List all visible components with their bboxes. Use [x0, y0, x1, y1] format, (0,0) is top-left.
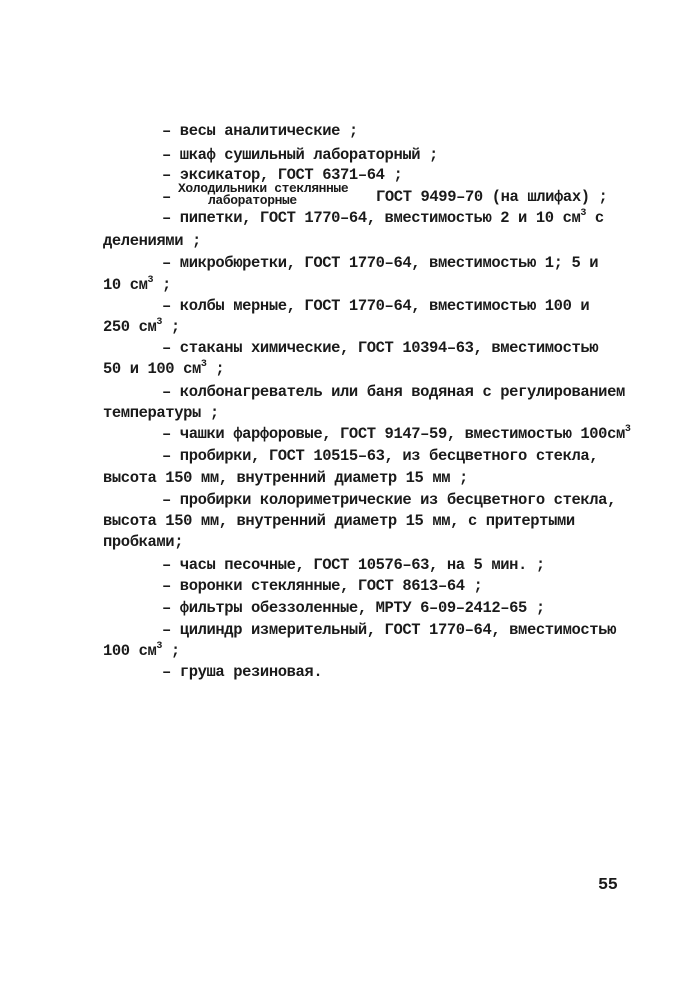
item-condensers-bottom: лабораторные: [208, 193, 297, 208]
item-condensers-top: Холодильники стеклянные: [178, 181, 349, 196]
item-colortubes-line2: высота 150 мм, внутренний диаметр 15 мм, с притертыми: [103, 512, 575, 530]
flasks-sup: 3: [156, 317, 163, 328]
flasks-tail: ;: [162, 318, 180, 336]
item-hourglass: – часы песочные, ГОСТ 10576–63, на 5 мин. ;: [162, 556, 545, 574]
beakers-tail: ;: [206, 360, 225, 378]
item-flasks-line2: [103, 318, 180, 336]
page-number: 55: [598, 876, 618, 895]
pipettes-text: – пипетки, ГОСТ 1770–64, вместимостью 2 и 10 см: [162, 209, 581, 227]
item-filters: – фильтры обеззоленные, МРТУ 6–09–2412–65 ;: [162, 599, 545, 617]
dishes-text: – чашки фарфоровые, ГОСТ 9147–59, вместимостью 100см: [162, 425, 625, 443]
item-flasks-line1: – колбы мерные, ГОСТ 1770–64, вместимостью 100 и: [162, 297, 590, 315]
item-funnels: – воронки стеклянные, ГОСТ 8613–64 ;: [162, 577, 483, 595]
item-bulb: – груша резиновая.: [162, 663, 323, 681]
cylinder-text: 100 см: [103, 642, 157, 660]
item-colortubes-line3: пробками;: [103, 533, 184, 551]
item-heater-line2: температуры ;: [103, 404, 219, 422]
microburettes-text: 10 см: [103, 276, 148, 294]
item-tubes-line1: – пробирки, ГОСТ 10515–63, из бесцветного стекла,: [162, 447, 599, 465]
pipettes-sup: 3: [580, 208, 586, 219]
item-pipettes-line1: [162, 209, 604, 227]
cylinder-tail: ;: [162, 642, 180, 660]
item-microburettes-line1: – микробюретки, ГОСТ 1770–64, вместимостью 1; 5 и: [162, 254, 599, 272]
beakers-sup: 3: [200, 359, 207, 370]
item-tubes-line2: высота 150 мм, внутренний диаметр 15 мм ;: [103, 469, 468, 487]
item-condensers-gost: ГОСТ 9499–70 (на шлифах) ;: [376, 188, 608, 206]
item-cylinder-line2: [103, 642, 180, 660]
item-colortubes-line1: – пробирки колориметрические из бесцветного стекла,: [162, 491, 616, 509]
item-cylinder-line1: – цилиндр измерительный, ГОСТ 1770–64, вместимостью: [162, 621, 616, 639]
item-pipettes-line2: делениями ;: [103, 232, 201, 250]
flasks-text: 250 см: [103, 318, 157, 336]
item-beakers-line2: [103, 360, 224, 378]
beakers-text: 50 и 100 см: [103, 360, 201, 378]
cylinder-sup: 3: [156, 641, 163, 652]
item-oven: – шкаф сушильный лабораторный ;: [162, 146, 438, 164]
item-microburettes-line2: [103, 276, 171, 294]
dishes-sup: 3: [624, 424, 631, 435]
item-beakers-line1: – стаканы химические, ГОСТ 10394–63, вместимостью: [162, 339, 599, 357]
item-dishes-line1: [162, 425, 631, 443]
item-heater-line1: – колбонагреватель или баня водяная с регулированием: [162, 383, 625, 401]
item-condensers-dash: –: [162, 188, 171, 206]
item-scales: – весы аналитические ;: [162, 122, 358, 140]
microburettes-tail: ;: [153, 276, 171, 294]
item-desiccator: – эксикатор, ГОСТ 6371–64 ;: [162, 166, 403, 184]
microburettes-sup: 3: [147, 275, 154, 286]
pipettes-tail: с: [585, 209, 604, 227]
